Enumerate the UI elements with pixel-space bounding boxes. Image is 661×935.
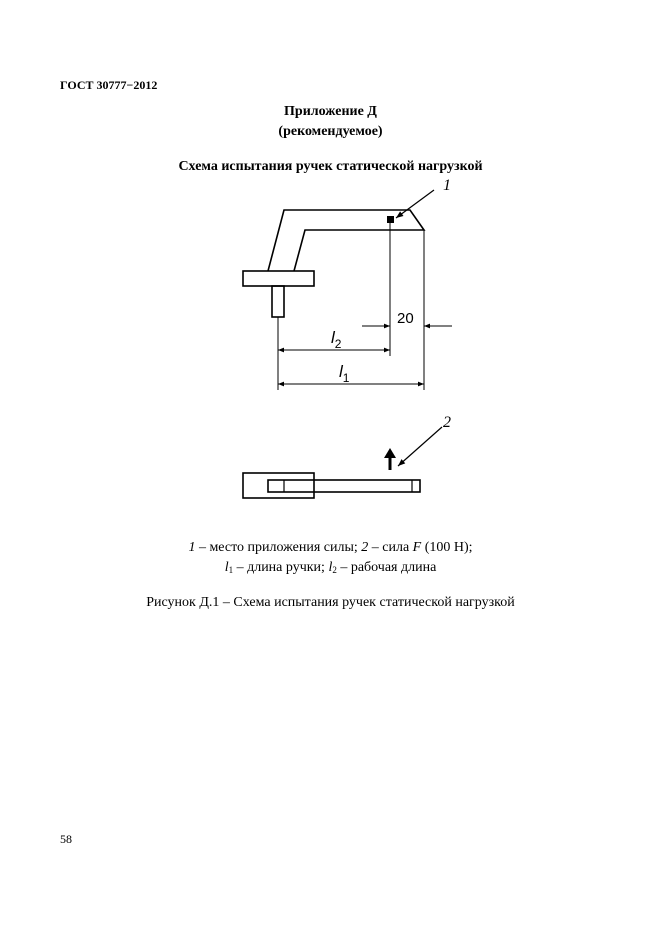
handle-lever-outline	[268, 210, 424, 271]
legend-line-2	[0, 560, 661, 576]
legend-item4-sub: 2	[332, 565, 337, 575]
load-point-marker	[387, 216, 394, 223]
dim-l2-label: $l_2$	[331, 328, 342, 351]
label-point-2: 2	[443, 414, 451, 431]
appendix-status: (рекомендуемое)	[278, 124, 383, 139]
figure-caption: Рисунок Д.1 – Схема испытания ручек статической нагрузкой	[146, 595, 515, 610]
legend-item1-num: 1	[188, 540, 196, 555]
page-number: 58	[60, 832, 72, 846]
legend-item4-var: l	[328, 560, 333, 575]
section-title: Схема испытания ручек статической нагрузкой	[178, 159, 483, 174]
legend-item1-text: – место приложения силы;	[195, 540, 362, 555]
dim-l1-label: $l_1$	[339, 362, 350, 385]
legend-item2-num: 2	[361, 540, 369, 555]
label-point-1: 1	[443, 177, 451, 194]
handle-rosette	[243, 271, 314, 286]
legend-item2-var: F	[412, 540, 422, 555]
legend-item3-var: l	[224, 560, 229, 575]
top-view-rosette	[243, 473, 314, 498]
legend-line-1	[0, 540, 661, 556]
leader-line-2	[398, 427, 442, 466]
legend-item3-sub: 1	[228, 565, 234, 575]
legend-item2-text: – сила	[368, 540, 413, 555]
dim-20-label: 20	[397, 310, 414, 327]
handle-spindle	[272, 286, 284, 317]
legend-item3-text: – длина ручки;	[233, 560, 329, 575]
legend-item2-value: (100 Н);	[421, 540, 473, 555]
standard-code: ГОСТ 30777−2012	[60, 78, 158, 92]
top-view-lever	[268, 480, 420, 492]
leader-line-1	[396, 190, 434, 218]
force-arrow-head	[384, 448, 396, 458]
appendix-title: Приложение Д	[284, 104, 377, 119]
legend-item4-text: – рабочая длина	[336, 560, 437, 575]
